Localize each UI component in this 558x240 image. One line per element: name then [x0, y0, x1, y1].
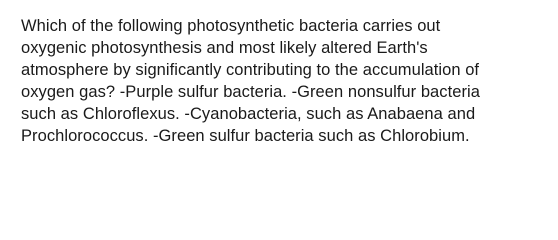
question-line: Prochlorococcus. -Green sulfur bacteria such as Chlorobium. — [21, 127, 470, 145]
question-text — [21, 15, 541, 147]
question-line: atmosphere by significantly contributing to the accumulation of — [21, 61, 480, 79]
question-line: such as Chloroflexus. -Cyanobacteria, such as Anabaena and — [21, 105, 476, 123]
question-line: Which of the following photosynthetic bacteria carries out — [21, 17, 441, 35]
question-line: oxygen gas? -Purple sulfur bacteria. -Green nonsulfur bacteria — [21, 83, 480, 101]
question-line: oxygenic photosynthesis and most likely altered Earth's — [21, 39, 428, 57]
